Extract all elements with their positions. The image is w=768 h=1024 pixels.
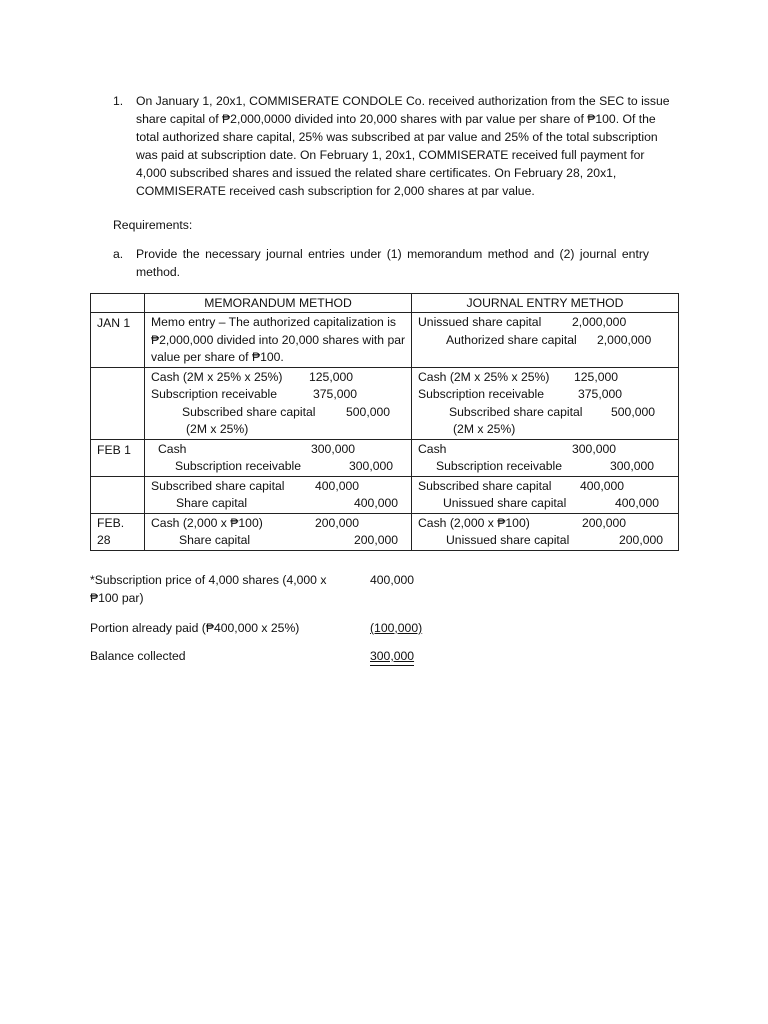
requirement-a-letter: a. bbox=[113, 247, 124, 261]
row-date bbox=[91, 476, 145, 513]
je-amount: 500,000 bbox=[611, 404, 656, 419]
je-note: (2M x 25%) bbox=[453, 422, 516, 436]
memo-amount: 200,000 bbox=[354, 533, 399, 547]
requirements-label: Requirements: bbox=[113, 218, 193, 232]
je-account: Subscription receivable bbox=[418, 387, 545, 401]
table-row bbox=[91, 367, 679, 439]
je-cell bbox=[412, 313, 679, 368]
je-cell bbox=[412, 439, 679, 476]
je-account: Authorized share capital bbox=[446, 332, 577, 347]
row-date: JAN 1 bbox=[91, 313, 145, 368]
je-amount: 2,000,000 bbox=[572, 315, 627, 329]
memo-account: Subscribed share capital bbox=[151, 478, 285, 493]
je-amount: 200,000 bbox=[619, 533, 664, 547]
memo-entry-text: Memo entry – The authorized capitalization is ₱2,000,000 divided into 20,000 shares with par value per share of ₱100. bbox=[151, 315, 406, 364]
memo-note: (2M x 25%) bbox=[186, 422, 249, 436]
row-date: FEB 1 bbox=[91, 439, 145, 476]
requirement-a-text: Provide the necessary journal entries under (1) memorandum method and (2) journal entry method. bbox=[136, 247, 649, 279]
table-row bbox=[91, 513, 679, 550]
je-amount: 200,000 bbox=[582, 515, 627, 530]
row-date-month: FEB. bbox=[97, 515, 125, 530]
je-amount: 300,000 bbox=[572, 441, 617, 456]
je-cell bbox=[412, 476, 679, 513]
je-account: Cash (2M x 25% x 25%) bbox=[418, 369, 550, 384]
memo-account: Subscription receivable bbox=[151, 387, 278, 401]
memo-account: Cash bbox=[158, 441, 187, 456]
note-label-line: ₱100 par) bbox=[90, 591, 144, 605]
memo-account: Share capital bbox=[176, 496, 248, 510]
je-amount: 375,000 bbox=[578, 387, 623, 401]
row-date bbox=[91, 513, 145, 550]
je-account: Unissued share capital bbox=[446, 533, 570, 547]
note-label bbox=[90, 571, 345, 607]
memo-amount: 375,000 bbox=[313, 387, 358, 401]
memo-amount: 300,000 bbox=[349, 459, 394, 473]
memo-cell bbox=[145, 313, 412, 368]
journal-entries-table bbox=[90, 293, 679, 551]
memo-amount: 200,000 bbox=[315, 515, 360, 530]
memo-amount: 400,000 bbox=[354, 496, 399, 510]
memo-amount: 500,000 bbox=[346, 404, 391, 419]
je-amount: 400,000 bbox=[615, 496, 660, 510]
je-account: Subscribed share capital bbox=[449, 404, 583, 419]
je-amount: 400,000 bbox=[580, 478, 625, 493]
memo-account: Subscribed share capital bbox=[182, 404, 316, 419]
note-amount: (100,000) bbox=[370, 621, 423, 635]
header-date bbox=[91, 294, 145, 313]
je-amount: 2,000,000 bbox=[597, 332, 652, 347]
note-label: Portion already paid (₱400,000 x 25%) bbox=[90, 621, 300, 635]
je-account: Cash (2,000 x ₱100) bbox=[418, 515, 530, 530]
memo-amount: 300,000 bbox=[311, 441, 356, 456]
je-cell bbox=[412, 513, 679, 550]
table-header-row bbox=[91, 294, 679, 313]
table-row bbox=[91, 476, 679, 513]
header-memorandum-method: MEMORANDUM METHOD bbox=[145, 294, 412, 313]
note-label: Balance collected bbox=[90, 649, 186, 663]
je-cell bbox=[412, 367, 679, 439]
je-amount: 300,000 bbox=[610, 459, 655, 473]
memo-amount: 400,000 bbox=[315, 478, 360, 493]
memo-account: Cash (2,000 x ₱100) bbox=[151, 515, 263, 530]
memo-cell bbox=[145, 476, 412, 513]
memo-amount: 125,000 bbox=[309, 369, 354, 384]
problem-number: 1. bbox=[113, 94, 124, 108]
memo-cell bbox=[145, 367, 412, 439]
note-label-line: *Subscription price of 4,000 shares (4,000 x bbox=[90, 573, 327, 587]
row-date bbox=[91, 367, 145, 439]
table-row bbox=[91, 313, 679, 368]
memo-account: Cash (2M x 25% x 25%) bbox=[151, 369, 283, 384]
row-date-day: 28 bbox=[97, 533, 111, 547]
je-account: Subscription receivable bbox=[436, 459, 563, 473]
header-journal-entry-method: JOURNAL ENTRY METHOD bbox=[412, 294, 679, 313]
problem-text: On January 1, 20x1, COMMISERATE CONDOLE Co. received authorization from the SEC to issue share capital of ₱2,000,0000 divided into 20,000 shares with par value per share of ₱100. Of the total authorized share capital, 25% was subscribed at par value and 25% of the total subscription was paid at subscription date. On February 1, 20x1, COMMISERATE received full payment for 4,000 subscribed shares and issued the related share certificates. On February 28, 20x1, COMMISERATE received cash subscription for 2,000 shares at par value. bbox=[136, 94, 670, 198]
memo-cell bbox=[145, 439, 412, 476]
table-row bbox=[91, 439, 679, 476]
je-account: Cash bbox=[418, 441, 447, 456]
memo-account: Share capital bbox=[179, 533, 251, 547]
note-amount: 400,000 bbox=[370, 573, 415, 587]
je-amount: 125,000 bbox=[574, 369, 619, 384]
je-account: Unissued share capital bbox=[418, 315, 542, 329]
je-account: Unissued share capital bbox=[443, 496, 567, 510]
je-account: Subscribed share capital bbox=[418, 478, 552, 493]
note-amount: 300,000 bbox=[370, 647, 414, 666]
memo-cell bbox=[145, 513, 412, 550]
memo-account: Subscription receivable bbox=[175, 459, 302, 473]
